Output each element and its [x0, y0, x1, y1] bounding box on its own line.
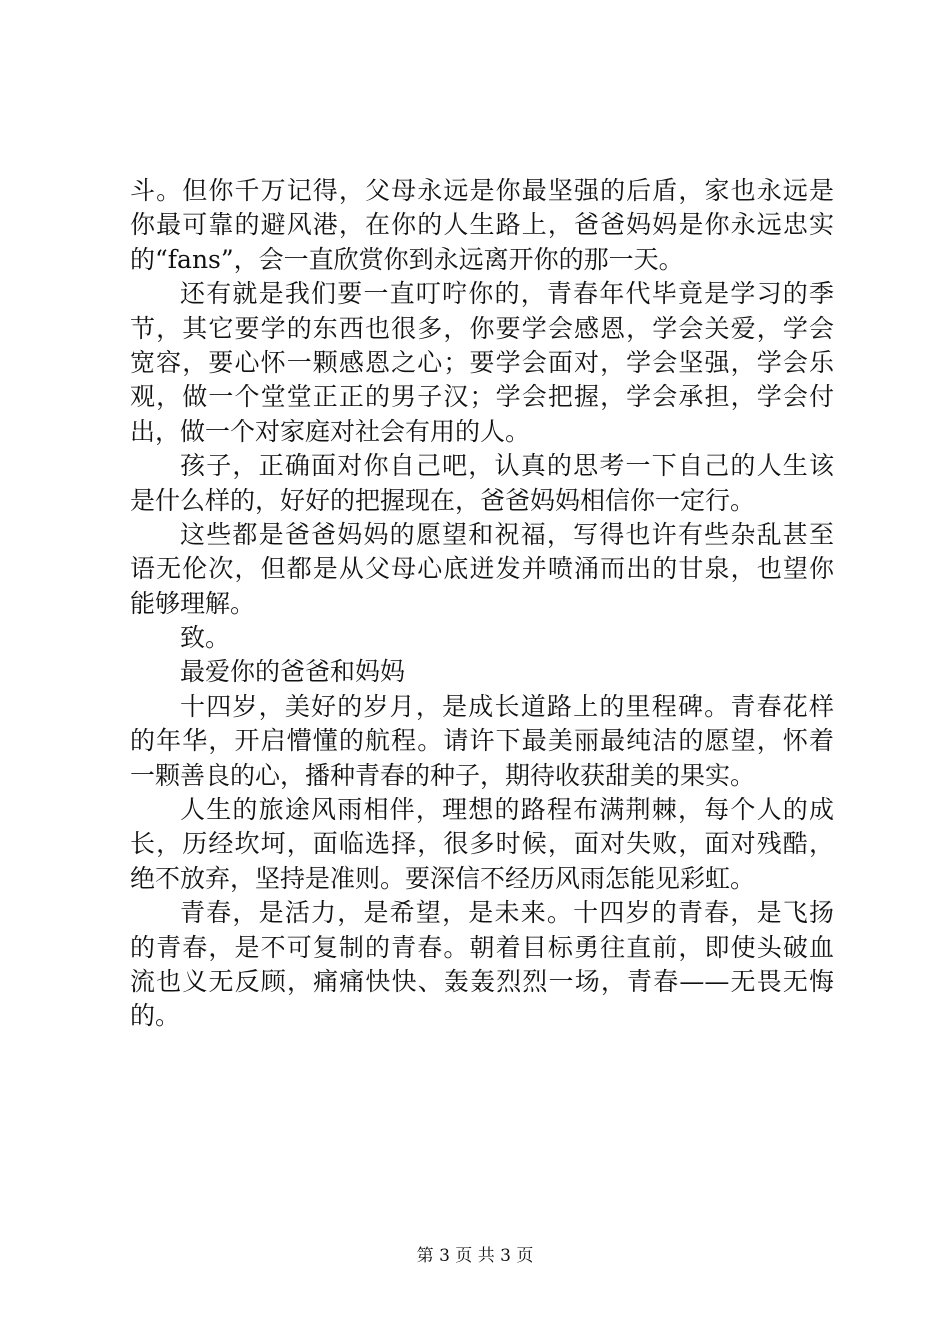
paragraph-first-line: 人生的旅途风雨相伴，理想的路程布满荆棘，每个人的成 — [180, 795, 834, 825]
text-line: 流也义无反顾，痛痛快快、轰轰烈烈一场，青春——无畏无悔 — [130, 966, 834, 996]
text-line: 长，历经坎坷，面临选择，很多时候，面对失败，面对残酷， — [130, 829, 834, 859]
signature-line: 最爱你的爸爸和妈妈 — [180, 657, 406, 687]
text-line: 能够理解。 — [130, 588, 256, 618]
text-line: 是什么样的，好好的把握现在，爸爸妈妈相信你一定行。 — [130, 485, 756, 515]
text-line: 绝不放弃，坚持是准则。要深信不经历风雨怎能见彩虹。 — [130, 863, 756, 893]
text-line: 的年华，开启懵懂的航程。请许下最美丽最纯洁的愿望，怀着 — [130, 726, 834, 756]
text-line: 的。 — [130, 1001, 181, 1031]
text-line: 斗。但你千万记得，父母永远是你最坚强的后盾，家也永远是 — [130, 176, 834, 205]
closing-salutation: 致。 — [180, 623, 231, 653]
paragraph-first-line: 孩子，正确面对你自己吧，认真的思考一下自己的人生该 — [180, 451, 834, 481]
body-text — [130, 174, 834, 1034]
text-line: 宽容，要心怀一颗感恩之心；要学会面对，学会坚强，学会乐 — [130, 347, 834, 377]
text-line: 的“fans”，会一直欣赏你到永远离开你的那一天。 — [130, 244, 684, 274]
text-line: 一颗善良的心，播种青春的种子，期待收获甜美的果实。 — [130, 760, 756, 790]
paragraph-first-line: 这些都是爸爸妈妈的愿望和祝福，写得也许有些杂乱甚至 — [180, 519, 834, 549]
paragraph-first-line: 十四岁，美好的岁月，是成长道路上的里程碑。青春花样 — [180, 691, 834, 721]
text-line: 你最可靠的避风港，在你的人生路上，爸爸妈妈是你永远忠实 — [130, 210, 834, 240]
paragraph-first-line: 青春，是活力，是希望，是未来。十四岁的青春，是飞扬 — [180, 898, 834, 928]
paragraph-first-line: 还有就是我们要一直叮咛你的，青春年代毕竟是学习的季 — [180, 279, 834, 309]
text-line: 出，做一个对家庭对社会有用的人。 — [130, 416, 531, 446]
text-line: 节，其它要学的东西也很多，你要学会感恩，学会关爱，学会 — [130, 313, 834, 343]
text-line: 观，做一个堂堂正正的男子汉；学会把握，学会承担，学会付 — [130, 382, 834, 412]
page-number-footer: 第 3 页 共 3 页 — [416, 1246, 534, 1266]
text-line: 语无伦次，但都是从父母心底迸发并喷涌而出的甘泉，也望你 — [130, 554, 834, 584]
text-line: 的青春，是不可复制的青春。朝着目标勇往直前，即使头破血 — [130, 932, 834, 962]
